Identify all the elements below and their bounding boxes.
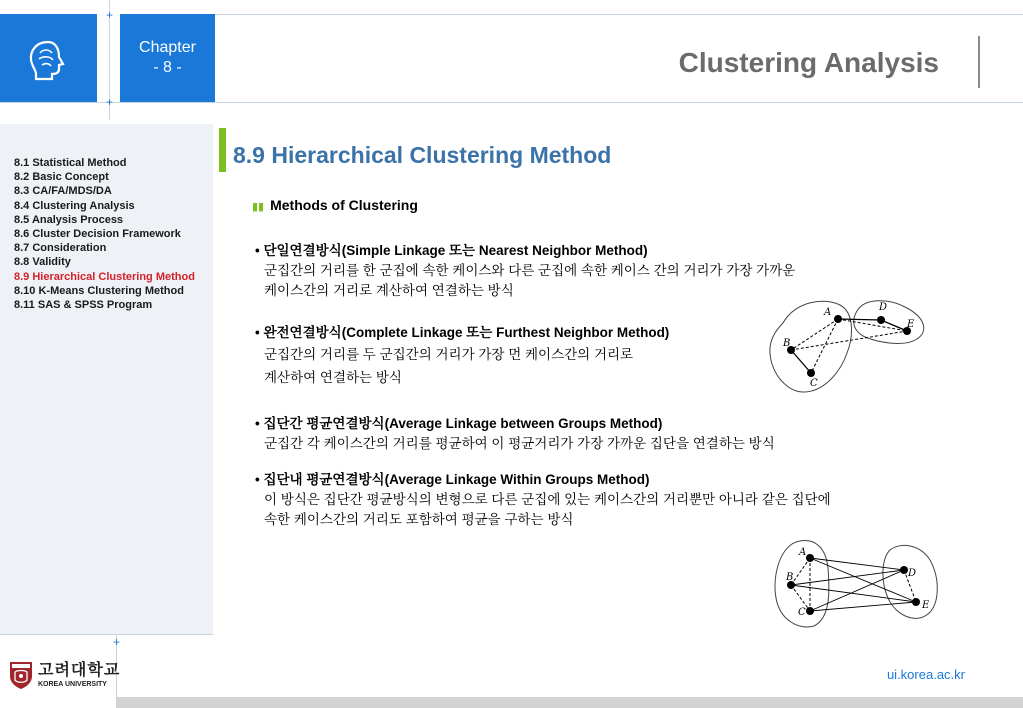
label-a: A	[799, 547, 807, 558]
sidebar-bottom-line	[0, 634, 213, 635]
point-d	[900, 566, 908, 574]
header-divider	[0, 102, 1023, 103]
label-c: C	[810, 378, 818, 389]
point-c	[806, 607, 814, 615]
method-average-between	[255, 414, 775, 454]
chapter-number: - 8 -	[153, 59, 182, 76]
sidebar-item[interactable]: 8.5 Analysis Process	[14, 213, 124, 226]
point-a	[834, 315, 842, 323]
university-name-en: KOREA UNIVERSITY	[38, 680, 107, 688]
method-title: • 집단간 평균연결방식(Average Linkage between Groups Method)	[255, 416, 663, 431]
method-desc: 군집간 각 케이스간의 거리를 평균하여 이 평균거리가 가장 가까운 집단을 연결하는 방식	[264, 436, 775, 451]
sidebar-item[interactable]: 8.8 Validity	[14, 256, 71, 269]
sidebar-item[interactable]: 8.6 Cluster Decision Framework	[14, 228, 181, 241]
header-top-line	[215, 14, 1023, 15]
method-desc: 계산하여 연결하는 방식	[264, 370, 402, 385]
point-a	[806, 554, 814, 562]
sidebar-item-active[interactable]: 8.9 Hierarchical Clustering Method	[14, 270, 195, 283]
sidebar-item[interactable]: 8.11 SAS & SPSS Program	[14, 299, 153, 312]
sidebar-item[interactable]: 8.7 Consideration	[14, 242, 107, 255]
sidebar-item[interactable]: 8.3 CA/FA/MDS/DA	[14, 185, 112, 198]
university-crest-icon	[8, 660, 34, 690]
method-title: • 집단내 평균연결방식(Average Linkage Within Groups Method)	[255, 472, 650, 487]
subheading-text: Methods of Clustering	[270, 197, 418, 213]
label-d: D	[908, 568, 917, 579]
plus-mark-top: +	[106, 8, 114, 22]
chapter-label: Chapter	[139, 39, 196, 56]
method-title: • 완전연결방식(Complete Linkage 또는 Furthest Neighbor Method)	[255, 325, 670, 340]
method-complete-linkage	[255, 323, 669, 389]
average-linkage-diagram	[770, 538, 942, 630]
label-e: E	[907, 319, 915, 330]
method-desc: 속한 케이스간의 거리도 포함하여 평균을 구하는 방식	[264, 512, 574, 527]
plus-mark-middle: +	[106, 95, 114, 109]
method-desc: 케이스간의 거리로 계산하여 연결하는 방식	[264, 283, 514, 298]
sidebar-item[interactable]: 8.10 K-Means Clustering Method	[14, 284, 184, 297]
chapter-badge	[120, 14, 215, 102]
subheading	[252, 197, 418, 213]
label-d: D	[879, 302, 888, 313]
head-profile-icon	[26, 39, 70, 81]
method-average-within	[255, 470, 831, 530]
page-title: Clustering Analysis	[678, 47, 939, 78]
label-b: B	[786, 572, 794, 583]
bullet-icon: ▮▮	[252, 201, 265, 213]
label-a: A	[824, 307, 832, 318]
point-c	[807, 369, 815, 377]
logo-box	[0, 14, 97, 102]
label-b: B	[783, 338, 791, 349]
label-e: E	[922, 600, 930, 611]
sidebar-item[interactable]: 8.2 Basic Concept	[14, 171, 109, 184]
footer-url-link[interactable]: ui.korea.ac.kr	[886, 667, 965, 682]
sidebar-item[interactable]: 8.1 Statistical Method	[14, 157, 127, 169]
section-title: 8.9 Hierarchical Clustering Method	[233, 142, 612, 168]
point-d	[877, 316, 885, 324]
sidebar-item[interactable]: 8.4 Clustering Analysis	[14, 199, 135, 212]
footer-bar	[116, 697, 1023, 708]
university-logo[interactable]	[8, 660, 120, 690]
method-single-linkage	[255, 241, 795, 301]
title-separator	[978, 36, 980, 88]
method-desc: 이 방식은 집단간 평균방식의 변형으로 다른 군집에 있는 케이스간의 거리뿐만 아니라 같은 집단에	[264, 492, 831, 507]
table-of-contents	[14, 156, 195, 312]
plus-mark-bottom: +	[113, 635, 121, 649]
label-c: C	[798, 607, 806, 618]
linkage-diagram	[765, 293, 935, 395]
university-name-kr: 고려대학교	[38, 661, 121, 679]
method-title: • 단일연결방식(Simple Linkage 또는 Nearest Neighbor Method)	[255, 243, 648, 258]
section-accent-bar	[219, 128, 226, 172]
method-desc: 군집간의 거리를 두 군집간의 거리가 가장 먼 케이스간의 거리로	[264, 347, 634, 362]
method-desc: 군집간의 거리를 한 군집에 속한 케이스와 다른 군집에 속한 케이스 간의 거리가 가장 가까운	[264, 263, 796, 278]
point-e	[912, 598, 920, 606]
